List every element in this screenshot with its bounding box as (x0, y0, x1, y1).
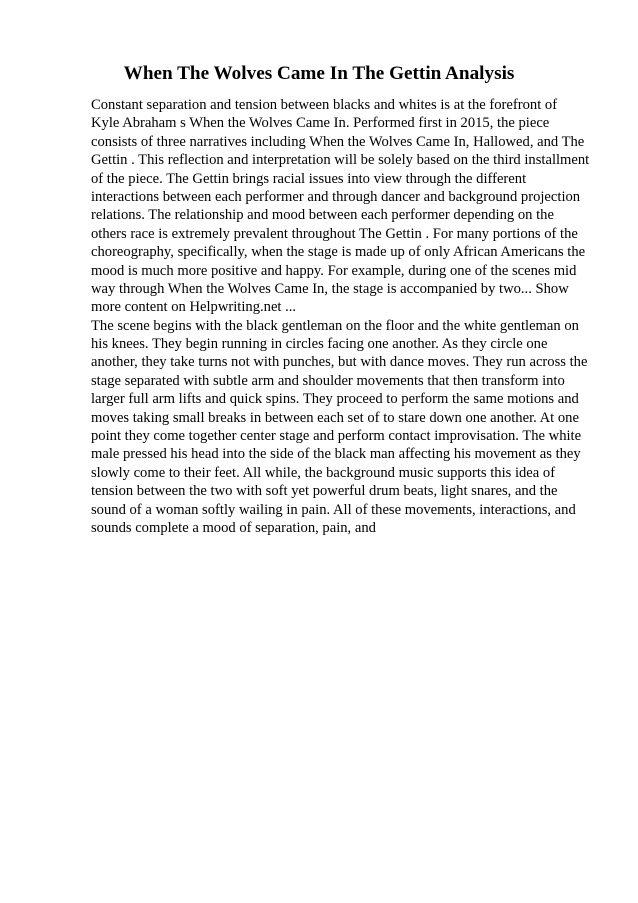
body-line: sounds complete a mood of separation, pain, and (91, 519, 376, 536)
body-line: consists of three narratives including When the Wolves Came In, Hallowed, and The (91, 133, 585, 150)
body-line: Gettin . This reflection and interpretation will be solely based on the third installment (91, 152, 590, 169)
body-line: sound of a woman softly wailing in pain. All of these movements, interactions, and (91, 501, 576, 518)
body-line: his knees. They begin running in circles facing one another. As they circle one (91, 336, 548, 353)
body-line: male pressed his head into the side of the black man affecting his movement as they (91, 446, 581, 463)
body-line: moves taking small breaks in between each set of to stare down one another. At one (91, 409, 579, 426)
body-line: mood is much more positive and happy. For example, during one of the scenes mid (91, 262, 577, 279)
body-line: more content on Helpwriting.net ... (91, 299, 297, 316)
body-line: way through When the Wolves Came In, the stage is accompanied by two... Show (91, 280, 569, 297)
body-line: stage separated with subtle arm and shoulder movements that then transform into (91, 372, 565, 389)
body-line: relations. The relationship and mood between each performer depending on the (91, 207, 554, 224)
document-body (91, 96, 611, 537)
body-line: Constant separation and tension between blacks and whites is at the forefront of (91, 97, 558, 113)
body-line: point they come together center stage and perform contact improvisation. The white (91, 428, 582, 445)
body-line: Kyle Abraham s When the Wolves Came In. Performed first in 2015, the piece (91, 115, 550, 132)
body-line: slowly come to their feet. All while, the background music supports this idea of (91, 464, 556, 481)
body-line: of the piece. The Gettin brings racial issues into view through the different (91, 170, 527, 187)
body-line: choreography, specifically, when the stage is made up of only African Americans the (91, 244, 586, 261)
body-line: tension between the two with soft yet powerful drum beats, light snares, and the (91, 483, 558, 500)
body-line: The scene begins with the black gentleman on the floor and the white gentleman on (91, 317, 579, 334)
body-line: interactions between each performer and through dancer and background projection (91, 188, 581, 205)
body-line: larger full arm lifts and quick spins. They proceed to perform the same motions and (91, 391, 579, 408)
body-line: another, they take turns not with punches, but with dance moves. They run across the (91, 354, 588, 371)
document-title: When The Wolves Came In The Gettin Analysis (123, 63, 515, 84)
body-line: others race is extremely prevalent throughout The Gettin . For many portions of the (91, 225, 578, 242)
